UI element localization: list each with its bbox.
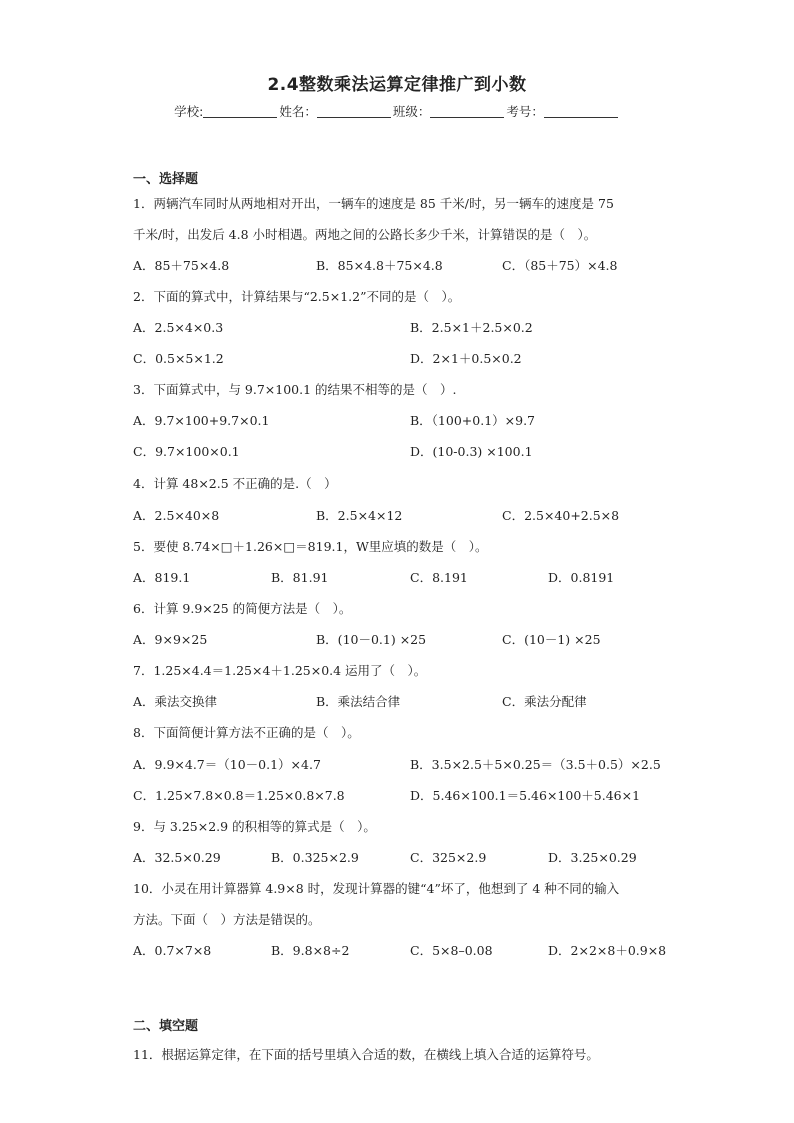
option-b[interactable]: B．9.8×8÷2 [271,943,350,958]
option-c[interactable]: C．(10－1) ×25 [502,632,601,647]
option-d[interactable]: D．3.25×0.29 [548,850,637,865]
option-a[interactable]: A．乘法交换律 [133,694,218,709]
question-text: 9．与 3.25×2.9 的积相等的算式是（ ）。 [133,819,376,834]
page-title: 2.4整数乘法运算定律推广到小数 [267,75,527,95]
name-label: 姓名： [279,104,317,119]
option-b[interactable]: B．3.5×2.5＋5×0.25＝（3.5＋0.5）×2.5 [410,757,661,772]
option-a[interactable]: A．9×9×25 [133,632,208,647]
student-info-line [0,102,794,120]
exam-no-blank[interactable] [544,105,618,118]
question-text: 6．计算 9.9×25 的简便方法是（ ）。 [133,601,352,616]
question-text: 2．下面的算式中，计算结果与“2.5×1.2”不同的是（ ）。 [133,289,461,304]
option-c[interactable]: C．5×8–0.08 [410,943,493,958]
option-a[interactable]: A．819.1 [133,570,191,585]
option-b[interactable]: B．2.5×1＋2.5×0.2 [410,320,533,335]
option-b[interactable]: B．2.5×4×12 [316,508,403,523]
option-d[interactable]: D．(10-0.3) ×100.1 [410,444,533,459]
question-text: 4．计算 48×2.5 不正确的是.（ ） [133,476,337,491]
option-c[interactable]: C．2.5×40+2.5×8 [502,508,620,523]
option-c[interactable]: C．（85＋75）×4.8 [502,258,618,273]
school-label: 学校: [174,104,204,119]
option-b[interactable]: B．乘法结合律 [316,694,401,709]
question-text: 8．下面简便计算方法不正确的是（ ）。 [133,725,360,740]
option-d[interactable]: D．0.8191 [548,570,615,585]
class-blank[interactable] [430,105,504,118]
option-c[interactable]: C．325×2.9 [410,850,487,865]
option-d[interactable]: D．5.46×100.1＝5.46×100＋5.46×1 [410,788,641,803]
option-b[interactable]: B．85×4.8＋75×4.8 [316,258,443,273]
option-b[interactable]: B．（100+0.1）×9.7 [410,413,536,428]
option-b[interactable]: B．81.91 [271,570,329,585]
question-text: 7．1.25×4.4＝1.25×4＋1.25×0.4 运用了（ ）。 [133,663,427,678]
option-a[interactable]: A．2.5×4×0.3 [133,320,224,335]
option-a[interactable]: A．0.7×7×8 [133,943,212,958]
school-blank[interactable] [203,105,277,118]
question-text: 3．下面算式中，与 9.7×100.1 的结果不相等的是（ ）. [133,382,457,397]
option-c[interactable]: C．9.7×100×0.1 [133,444,240,459]
question-text: 1．两辆汽车同时从两地相对开出，一辆车的速度是 85 千米/时，另一辆车的速度是 75 [133,196,614,211]
question-text: 10．小灵在用计算器算 4.9×8 时，发现计算器的键“4”坏了，他想到了 4 种不同的输入 [133,881,620,896]
option-a[interactable]: A．9.7×100+9.7×0.1 [133,413,270,428]
option-d[interactable]: D．2×1＋0.5×0.2 [410,351,522,366]
option-a[interactable]: A．2.5×40×8 [133,508,220,523]
exam-no-label: 考号： [506,104,544,119]
name-blank[interactable] [317,105,391,118]
question-text: 方法。下面（ ）方法是错误的。 [133,912,321,927]
option-a[interactable]: A．9.9×4.7＝（10－0.1）×4.7 [133,757,321,772]
question-text: 5．要使 8.74×□＋1.26×□＝819.1，W里应填的数是（ ）。 [133,539,488,554]
option-c[interactable]: C．8.191 [410,570,468,585]
option-a[interactable]: A．32.5×0.29 [133,850,221,865]
class-label: 班级： [392,104,431,119]
section-heading-fill: 二、填空题 [133,1019,199,1034]
option-b[interactable]: B．0.325×2.9 [271,850,359,865]
question-text: 千米/时，出发后 4.8 小时相遇。两地之间的公路长多少千米，计算错误的是（ ）。 [133,227,597,242]
question-text: 11．根据运算定律，在下面的括号里填入合适的数，在横线上填入合适的运算符号。 [133,1047,599,1062]
option-c[interactable]: C．0.5×5×1.2 [133,351,224,366]
option-d[interactable]: D．2×2×8＋0.9×8 [548,943,667,958]
option-a[interactable]: A．85＋75×4.8 [133,258,230,273]
option-b[interactable]: B．(10－0.1) ×25 [316,632,427,647]
option-c[interactable]: C．1.25×7.8×0.8＝1.25×0.8×7.8 [133,788,345,803]
option-c[interactable]: C．乘法分配律 [502,694,587,709]
section-heading-choice: 一、选择题 [133,172,199,187]
